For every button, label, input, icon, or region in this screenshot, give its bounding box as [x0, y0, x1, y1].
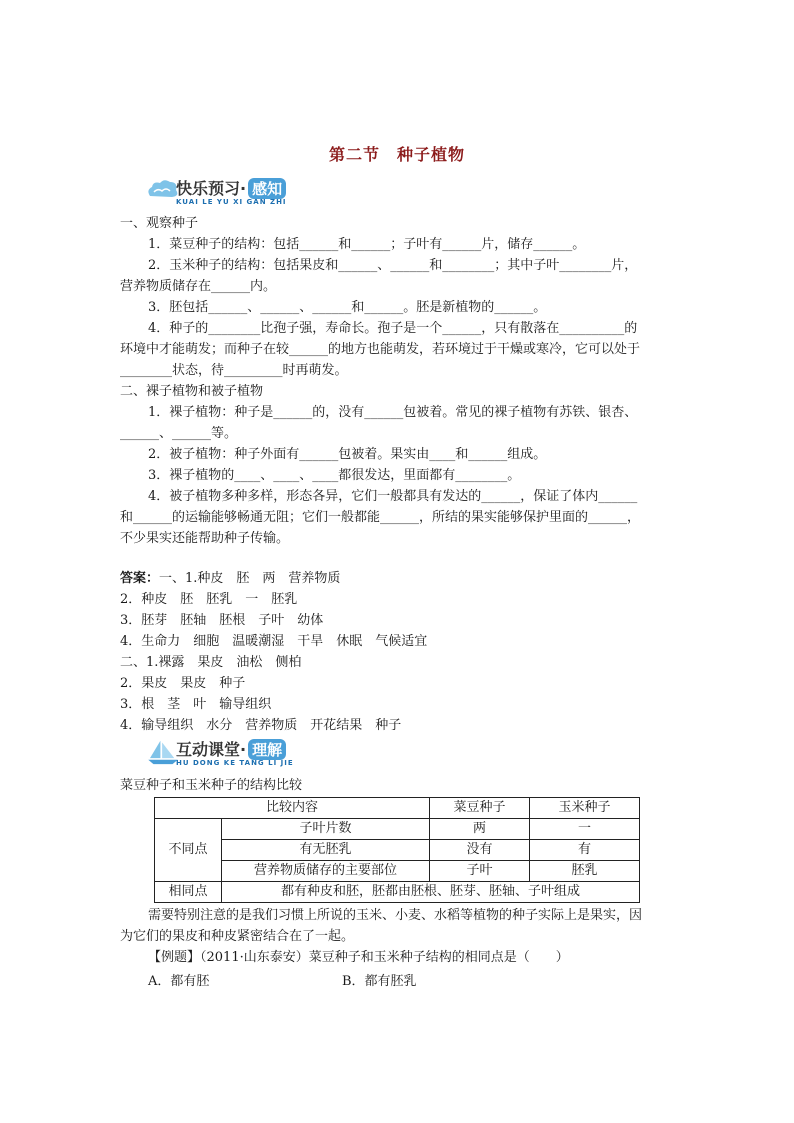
text-line: 1．裸子植物：种子是______的，没有______包被着。常见的裸子植物有苏铁、银杏、 — [148, 405, 638, 420]
table-row — [155, 840, 640, 861]
table-caption: 菜豆种子和玉米种子的结构比较 — [120, 778, 303, 793]
text-line: 1．菜豆种子的结构：包括______和______；子叶有______片，储存______。 — [148, 237, 586, 252]
table-header-cell: 菜豆种子 — [430, 798, 530, 819]
cloud-icon — [146, 178, 180, 204]
text-line: 一、观察种子 — [120, 216, 199, 231]
answer-line: 4．输导组织 水分 营养物质 开花结果 种子 — [120, 718, 402, 733]
text-line: 3．胚包括______、______、______和______。胚是新植物的______。 — [148, 300, 547, 315]
text-line: 4．被子植物多种多样，形态各异，它们一般都具有发达的______，保证了体内______ — [148, 489, 638, 504]
text-line: ______、______等。 — [120, 426, 238, 441]
text-line: 3．裸子植物的____、____、____都很发达，里面都有________。 — [148, 468, 521, 483]
answer-line: 3．根 茎 叶 输导组织 — [120, 697, 272, 712]
answer-line: 4．生命力 细胞 温暖潮湿 干旱 休眠 气候适宜 — [120, 634, 428, 649]
text-line: 不少果实还能帮助种子传输。 — [120, 531, 290, 546]
banner-main-text: 互动课堂 — [176, 740, 241, 759]
note-line: 需要特别注意的是我们习惯上所说的玉米、小麦、水稻等植物的种子实际上是果实，因 — [148, 908, 643, 923]
banner-pinyin: HU DONG KE TANG LI JIE — [176, 759, 294, 767]
option-b: B．都有胚乳 — [342, 974, 417, 989]
table-cell: 营养物质储存的主要部位 — [222, 861, 430, 882]
banner-main-text: 快乐预习 — [176, 179, 241, 198]
comparison-table — [154, 797, 640, 903]
table-cell: 没有 — [430, 840, 530, 861]
answer-line: 2．种皮 胚 胚乳 一 胚乳 — [120, 592, 298, 607]
answer-line: 3．胚芽 胚轴 胚根 子叶 幼体 — [120, 613, 324, 628]
banner-title: 快乐预习· 感知 — [176, 176, 286, 199]
table-cell: 有 — [530, 840, 640, 861]
diff-label-cell: 不同点 — [155, 819, 222, 882]
text-line: ________状态，待_________时再萌发。 — [120, 363, 348, 378]
answer-line: 二、1.裸露 果皮 油松 侧柏 — [120, 655, 302, 670]
text-line: 2．被子植物：种子外面有______包被着。果实由____和______组成。 — [148, 447, 547, 462]
text-line: 和______的运输能够畅通无阻；它们一般都能______，所结的果实能够保护里面的______， — [120, 510, 641, 525]
table-header-cell: 玉米种子 — [530, 798, 640, 819]
sailboat-icon — [146, 739, 180, 765]
example-question: 【例题】（2011·山东泰安）菜豆种子和玉米种子结构的相同点是（ ） — [148, 950, 569, 965]
table-cell: 子叶 — [430, 861, 530, 882]
banner-pinyin: KUAI LE YU XI GAN ZHI — [176, 198, 287, 206]
text-line: 环境中才能萌发；而种子在较______的地方也能萌发，若环境过于干燥或寒冷，它可以处于 — [120, 342, 641, 357]
table-row — [155, 882, 640, 903]
table-header-row — [155, 798, 640, 819]
table-header-cell: 比较内容 — [155, 798, 430, 819]
table-cell: 胚乳 — [530, 861, 640, 882]
table-cell: 一 — [530, 819, 640, 840]
same-label-cell: 相同点 — [155, 882, 222, 903]
answer-label: 答案： — [120, 571, 160, 586]
text-line: 2．玉米种子的结构：包括果皮和______、______和________；其中子叶________片， — [148, 258, 638, 273]
page-title: 第二节 种子植物 — [328, 145, 465, 164]
answer-line: 2．果皮 果皮 种子 — [120, 676, 246, 691]
banner-tag: 感知 — [248, 178, 286, 199]
banner-title: 互动课堂· 理解 — [176, 737, 286, 760]
table-cell: 子叶片数 — [222, 819, 430, 840]
table-cell: 两 — [430, 819, 530, 840]
banner-tag: 理解 — [248, 739, 286, 760]
table-cell: 有无胚乳 — [222, 840, 430, 861]
answer-line — [120, 570, 340, 588]
table-row — [155, 861, 640, 882]
text-line: 营养物质储存在______内。 — [120, 279, 277, 294]
text-line: 二、裸子植物和被子植物 — [120, 384, 264, 399]
table-row — [155, 819, 640, 840]
option-a: A．都有胚 — [148, 974, 210, 989]
note-line: 为它们的果皮和种皮紧密结合在了一起。 — [120, 929, 355, 944]
text-line: 4．种子的________比孢子强，寿命长。孢子是一个______，只有散落在__________的 — [148, 321, 638, 336]
answer-text: 一、1.种皮 胚 两 营养物质 — [159, 571, 341, 586]
same-value-cell: 都有种皮和胚，胚都由胚根、胚芽、胚轴、子叶组成 — [222, 882, 640, 903]
